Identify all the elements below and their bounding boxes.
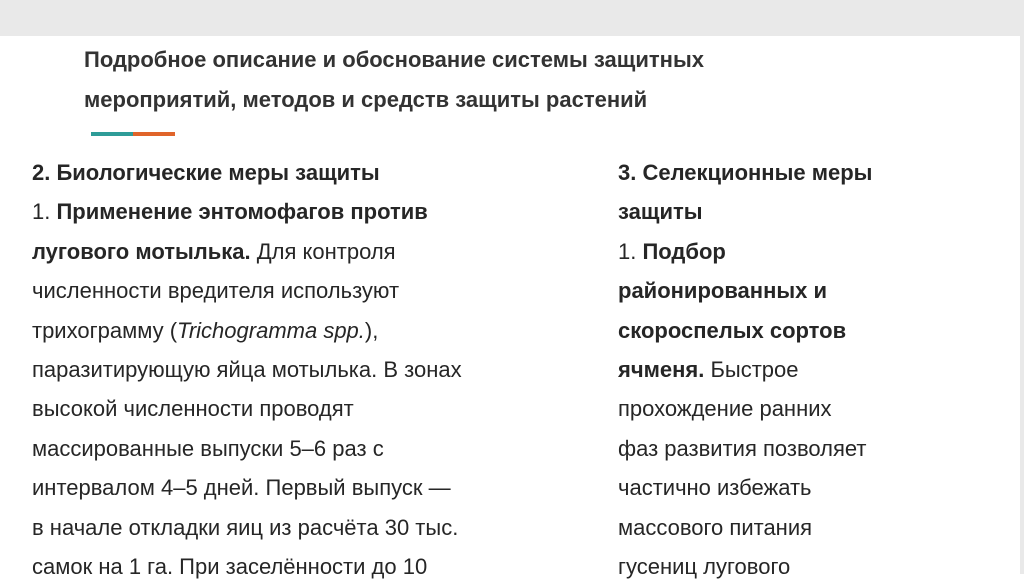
text-line bbox=[618, 232, 1008, 271]
right-column bbox=[618, 153, 1008, 586]
body-text: ), bbox=[364, 317, 379, 343]
left-column bbox=[32, 153, 592, 586]
item-title: ячменя. bbox=[618, 357, 705, 383]
section-heading: 2. Биологические меры защиты bbox=[32, 160, 380, 185]
item-number: 1. bbox=[32, 199, 57, 225]
title-line: Подробное описание и обоснование системы защитных bbox=[84, 47, 704, 72]
right-edge-band bbox=[1020, 0, 1024, 574]
text-line bbox=[32, 192, 592, 231]
accent-bar-orange bbox=[133, 132, 175, 136]
text-line bbox=[618, 271, 1008, 310]
body-text: Для контроля bbox=[250, 238, 396, 264]
item-title: скороспелых сортов bbox=[618, 317, 847, 343]
text-line: паразитирующую яйца мотылька. В зонах bbox=[32, 357, 462, 383]
latin-name: Trichogramma spp. bbox=[177, 317, 365, 343]
text-line: массового питания bbox=[618, 514, 813, 540]
item-number: 1. bbox=[618, 238, 643, 264]
text-line: численности вредителя используют bbox=[32, 278, 400, 304]
item-title: Применение энтомофагов против bbox=[56, 199, 428, 225]
text-line bbox=[32, 232, 592, 271]
section-heading: 3. Селекционные меры bbox=[618, 160, 873, 185]
page-title bbox=[84, 40, 964, 120]
body-text: Быстрое bbox=[704, 357, 799, 383]
text-line bbox=[618, 350, 1008, 389]
section-heading: защиты bbox=[618, 199, 703, 225]
title-line: мероприятий, методов и средств защиты растений bbox=[84, 87, 648, 112]
item-title: районированных и bbox=[618, 278, 828, 304]
text-line bbox=[32, 311, 592, 350]
text-line: самок на 1 га. При заселённости до 10 bbox=[32, 554, 428, 580]
text-line: массированные выпуски 5–6 раз с bbox=[32, 435, 384, 461]
body-text: трихограмму ( bbox=[32, 317, 178, 343]
text-line: прохождение ранних bbox=[618, 396, 832, 422]
text-line: интервалом 4–5 дней. Первый выпуск — bbox=[32, 475, 451, 501]
text-line: гусениц лугового bbox=[618, 554, 791, 580]
item-title: Подбор bbox=[642, 238, 726, 264]
item-title: лугового мотылька. bbox=[32, 238, 251, 264]
text-line: в начале откладки яиц из расчёта 30 тыс. bbox=[32, 514, 459, 540]
text-line: фаз развития позволяет bbox=[618, 435, 867, 461]
text-line: частично избежать bbox=[618, 475, 812, 501]
text-line: высокой численности проводят bbox=[32, 396, 354, 422]
top-band bbox=[0, 0, 1024, 36]
accent-bar-teal bbox=[91, 132, 133, 136]
text-line bbox=[618, 311, 1008, 350]
